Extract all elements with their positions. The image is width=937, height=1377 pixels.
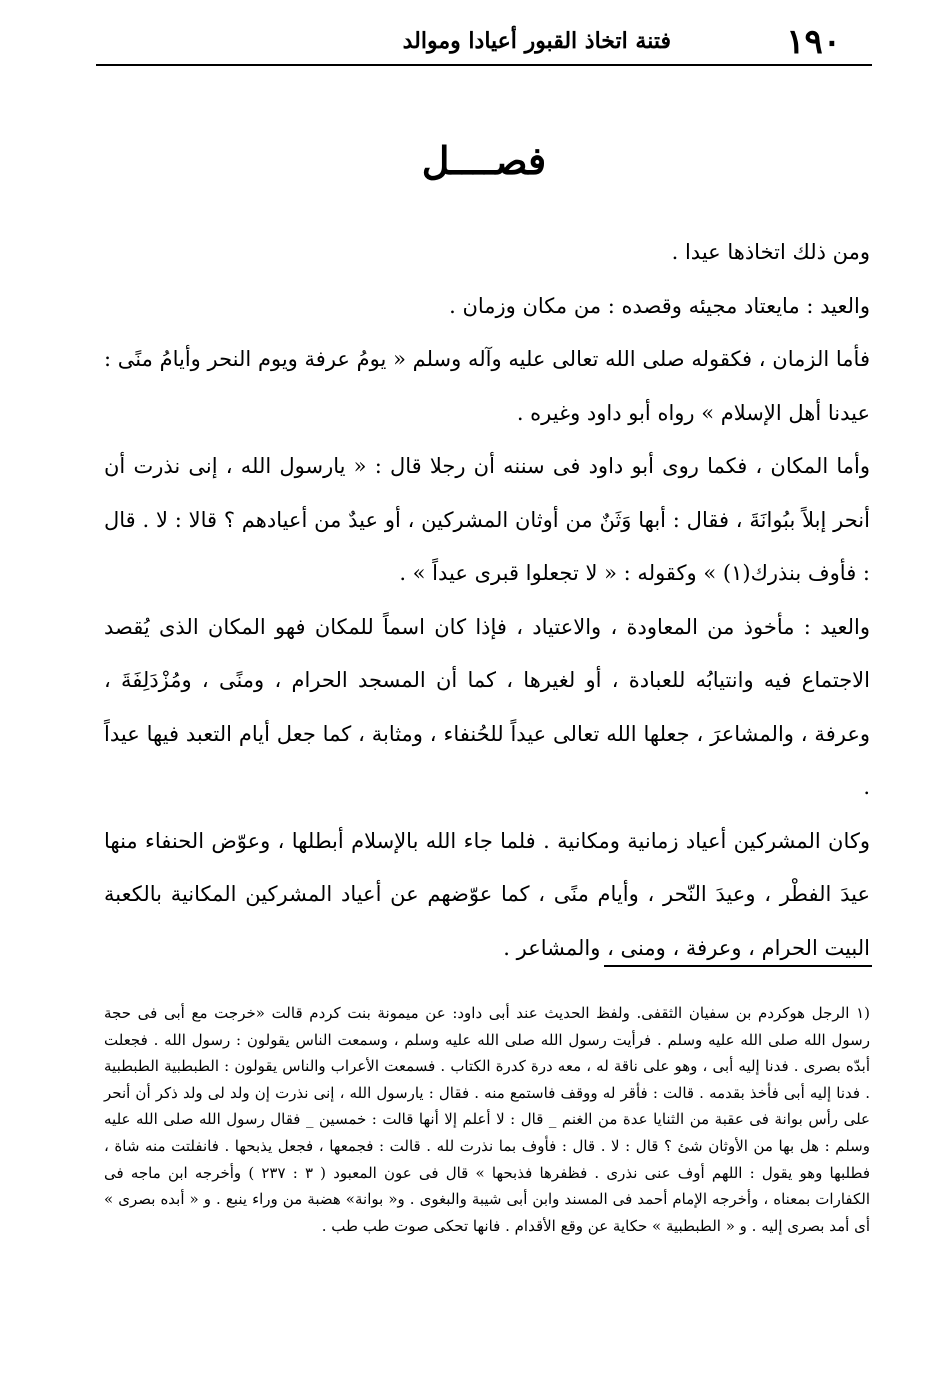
paragraph-2: والعيد : مايعتاد مجيئه وقصده : من مكان وزمان . xyxy=(449,293,870,318)
section-title: فصــــل xyxy=(421,138,547,183)
paragraph-5: والعيد : مأخوذ من المعاودة ، والاعتياد ، فإذا كان اسماً للمكان فهو المكان الذى يُقصد الاجتماع فيه وانتيابُه للعبادة ، أو لغيرها ، كما أن المسجد الحرام ، ومنًى ، ومُزْدَلِفَةَ ، وعرفة ، والمشاعرَ ، جعلها الله تعالى عيداً للحُنفاء ، ومثابة ، كما جعل أيام التعبد فيها عيداً . xyxy=(104,614,870,799)
footnote-divider xyxy=(604,965,872,967)
body-text xyxy=(104,226,870,975)
paragraph-6: وكان المشركين أعياد زمانية ومكانية . فلما جاء الله بالإسلام أبطلها ، وعوّض الحنفاء منها عيدَ الفطْر ، وعيدَ النّحر ، وأيام منًى ، كما عوّضهم عن أعياد المشركين المكانية بالكعبة البيت الحرام ، وعرفة ، ومنى ، والمشاعر . xyxy=(104,828,870,960)
page-number: ١٩٠ xyxy=(786,22,841,62)
paragraph-4: وأما المكان ، فكما روى أبو داود فى سننه أن رجلا قال : « يارسول الله ، إنى نذرت أن أنحر إبلاً ببُوانَةَ ، فقال : أبها وَثَنٌ من أوثان المشركين ، أو عيدٌ من أعيادهم ؟ قالا : لا . قال : فأوف بنذرك(١) » وكقوله : « لا تجعلوا قبرى عيداً » . xyxy=(104,454,870,585)
footnote-1: (١ الرجل هوكردم بن سفيان الثقفى. ولفظ الحديث عند أبى داود: عن ميمونة بنت كردم قالت «خرجت مع أبى فى حجة رسول الله صلى الله عليه وسلم . فرأيت رسول الله صلى الله عليه وسلم ، وسمعت الناس يقولون : رسول الله . فجعلت أبدّه بصرى . فدنا إليه أبى ، وهو على ناقة له ، معه درة كدرة الكتاب . فسمعت الأعراب والناس يقولون : الطبطبية الطبطبية . فدنا إليه أبى فأخذ بقدمه . قالت : فأقر له ووقف فاستمع منه . فقال : يارسول الله ، إنى نذرت إن ولد لى ولد ذكر أن أنحر على رأس بوانة فى عقبة من الثنايا عدة من الغنم _ قال : لا أعلم إلا أنها قالت : خمسين _ فقال رسول الله صلى الله عليه وسلم : هل بها من الأوثان شئ ؟ قال : لا . قال : فأوف بما نذرت لله . قالت : فجمعها ، فجعل يذبحها . فانفلتت منه شاة ، فطلبها وهو يقول : اللهم أوف عنى نذرى . فظفرها فذبحها » قال فى عون المعبود ( ٣ : ٢٣٧ ) وأخرجه ابن ماجه فى الكفارات بمعناه ، وأخرجه الإمام أحمد فى المسند وابن أبى شيبة والبغوى . و« بوانة» هضبة من وراء ينبع . و « أبده بصرى » أى أمد بصرى إليه . و « الطبطبية » حكاية عن وقع الأقدام . فانها تحكى صوت طب طب . xyxy=(104,1004,870,1235)
page-header xyxy=(96,22,841,62)
header-divider xyxy=(96,64,872,66)
running-title: فتنة اتخاذ القبور أعيادا وموالد xyxy=(402,28,671,54)
footnotes xyxy=(104,1000,870,1239)
paragraph-1: ومن ذلك اتخاذها عيدا . xyxy=(671,240,870,264)
paragraph-3: فأما الزمان ، فكقوله صلى الله تعالى عليه وآله وسلم « يومُ عرفة ويوم النحر وأيامُ منًى : عيدنا أهل الإسلام » رواه أبو داود وغيره . xyxy=(104,347,870,425)
